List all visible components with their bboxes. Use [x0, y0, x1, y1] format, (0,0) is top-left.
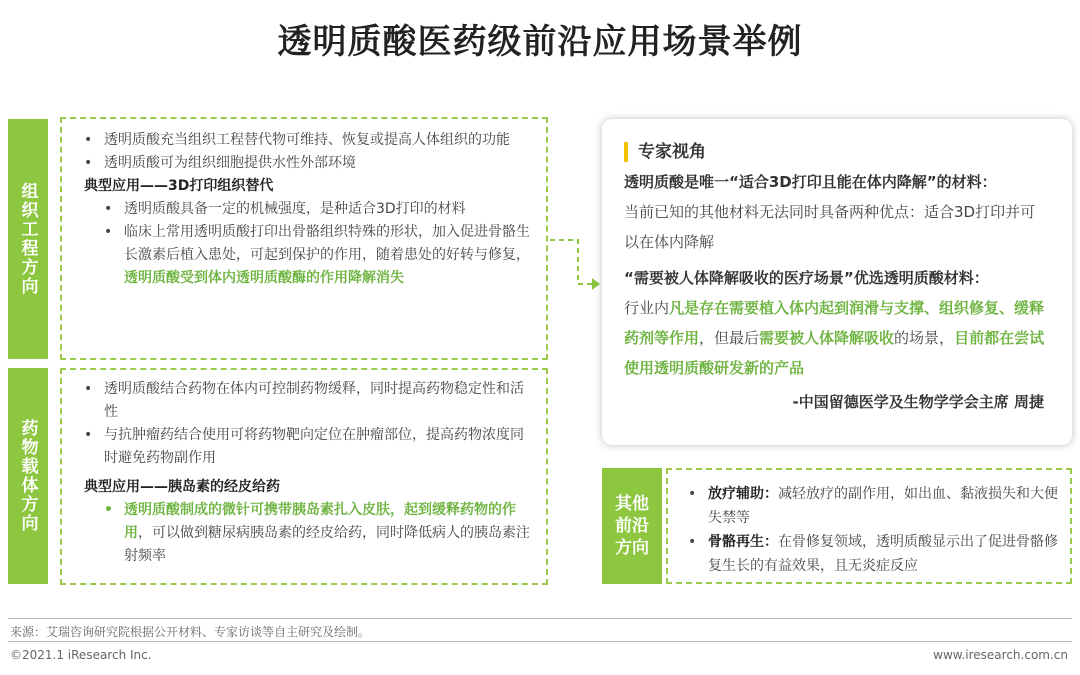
tissue-highlight: 透明质酸受到体内透明质酸酶的作用降解消失: [124, 270, 404, 286]
bullet-icon: •: [688, 534, 697, 550]
bullet-icon: •: [688, 486, 697, 502]
tissue-panel: [60, 117, 548, 360]
website-link[interactable]: www.iresearch.com.cn: [933, 648, 1068, 662]
expert-card: [602, 119, 1072, 445]
drug-bullet: • 透明质酸结合药物在体内可控制药物缓释，同时提高药物稳定性和活性: [74, 378, 532, 424]
expert-attribution: -中国留德医学及生物学学会主席 周捷: [792, 393, 1044, 411]
drug-highlight: 透明质酸制成的微针可携带胰岛素扎入皮肤，起到缓释药物的作用: [124, 502, 516, 541]
other-item: • 放疗辅助：减轻放疗的副作用，如出血、黏液损失和大便失禁等: [678, 482, 1060, 530]
drug-sub-item: • 透明质酸制成的微针可携带胰岛素扎入皮肤，起到缓释药物的作用，可以做到糖尿病胰岛素的经皮给药，同时降低病人的胰岛素注射频率: [74, 499, 532, 568]
bullet-icon: •: [104, 201, 113, 217]
bullet-icon: •: [104, 502, 113, 518]
heading-accent-bar: [624, 142, 628, 162]
tissue-typical-heading: 典型应用——3D打印组织替代: [84, 178, 274, 194]
source-note: 来源：艾瑞咨询研究院根据公开材料、专家访谈等自主研究及绘制。: [10, 625, 371, 639]
bullet-icon: •: [84, 427, 93, 443]
drug-bullet: • 与抗肿瘤药结合使用可将药物靶向定位在肿瘤部位，提高药物浓度同时避免药物副作用: [74, 424, 532, 470]
page-title: 透明质酸医药级前沿应用场景举例: [277, 22, 803, 62]
tissue-sub-item: • 临床上常用透明质酸打印出骨骼组织特殊的形状，加入促进骨骼生长激素后植入患处，可起到保护的作用，随着患处的好转与修复，透明质酸受到体内透明质酸酶的作用降解消失: [74, 221, 532, 290]
drug-category-label: 药物载体方向: [8, 368, 48, 584]
drug-typical-heading: 典型应用——胰岛素的经皮给药: [84, 479, 280, 495]
other-category-label: 其他前沿方向: [602, 468, 662, 584]
expert-heading: 专家视角: [624, 137, 1050, 167]
tissue-category-label: 组织工程方向: [8, 119, 48, 359]
bullet-icon: •: [104, 224, 113, 240]
other-panel: [666, 468, 1072, 584]
tissue-bullet: • 透明质酸可为组织细胞提供水性外部环境: [74, 152, 532, 175]
bullet-icon: •: [84, 132, 93, 148]
bullet-icon: •: [84, 155, 93, 171]
footer-divider: [8, 641, 1072, 642]
copyright: ©2021.1 iResearch Inc.: [10, 648, 152, 662]
drug-panel: [60, 368, 548, 585]
tissue-bullet: • 透明质酸充当组织工程替代物可维持、恢复或提高人体组织的功能: [74, 129, 532, 152]
footer-divider: [8, 618, 1072, 619]
bullet-icon: •: [84, 381, 93, 397]
expert-claim-2: “需要被人体降解吸收的医疗场景”优选透明质酸材料：: [624, 269, 989, 287]
expert-claim-1: 透明质酸是唯一“适合3D打印且能在体内降解”的材料：: [624, 173, 997, 191]
expert-paragraph: 行业内凡是存在需要植入体内起到润滑与支撑、组织修复、缓释药剂等作用，但最后需要被人体降解吸收的场景，目前都在尝试使用透明质酸研发新的产品: [624, 299, 1045, 377]
connector-arrow-icon: [548, 234, 602, 290]
expert-explanation: 当前已知的其他材料无法同时具备两种优点：适合3D打印并可以在体内降解: [624, 203, 1036, 251]
other-item: • 骨骼再生：在骨修复领域，透明质酸显示出了促进骨骼修复生长的有益效果，且无炎症反应: [678, 530, 1060, 578]
tissue-sub-item: • 透明质酸具备一定的机械强度，是种适合3D打印的材料: [74, 198, 532, 221]
